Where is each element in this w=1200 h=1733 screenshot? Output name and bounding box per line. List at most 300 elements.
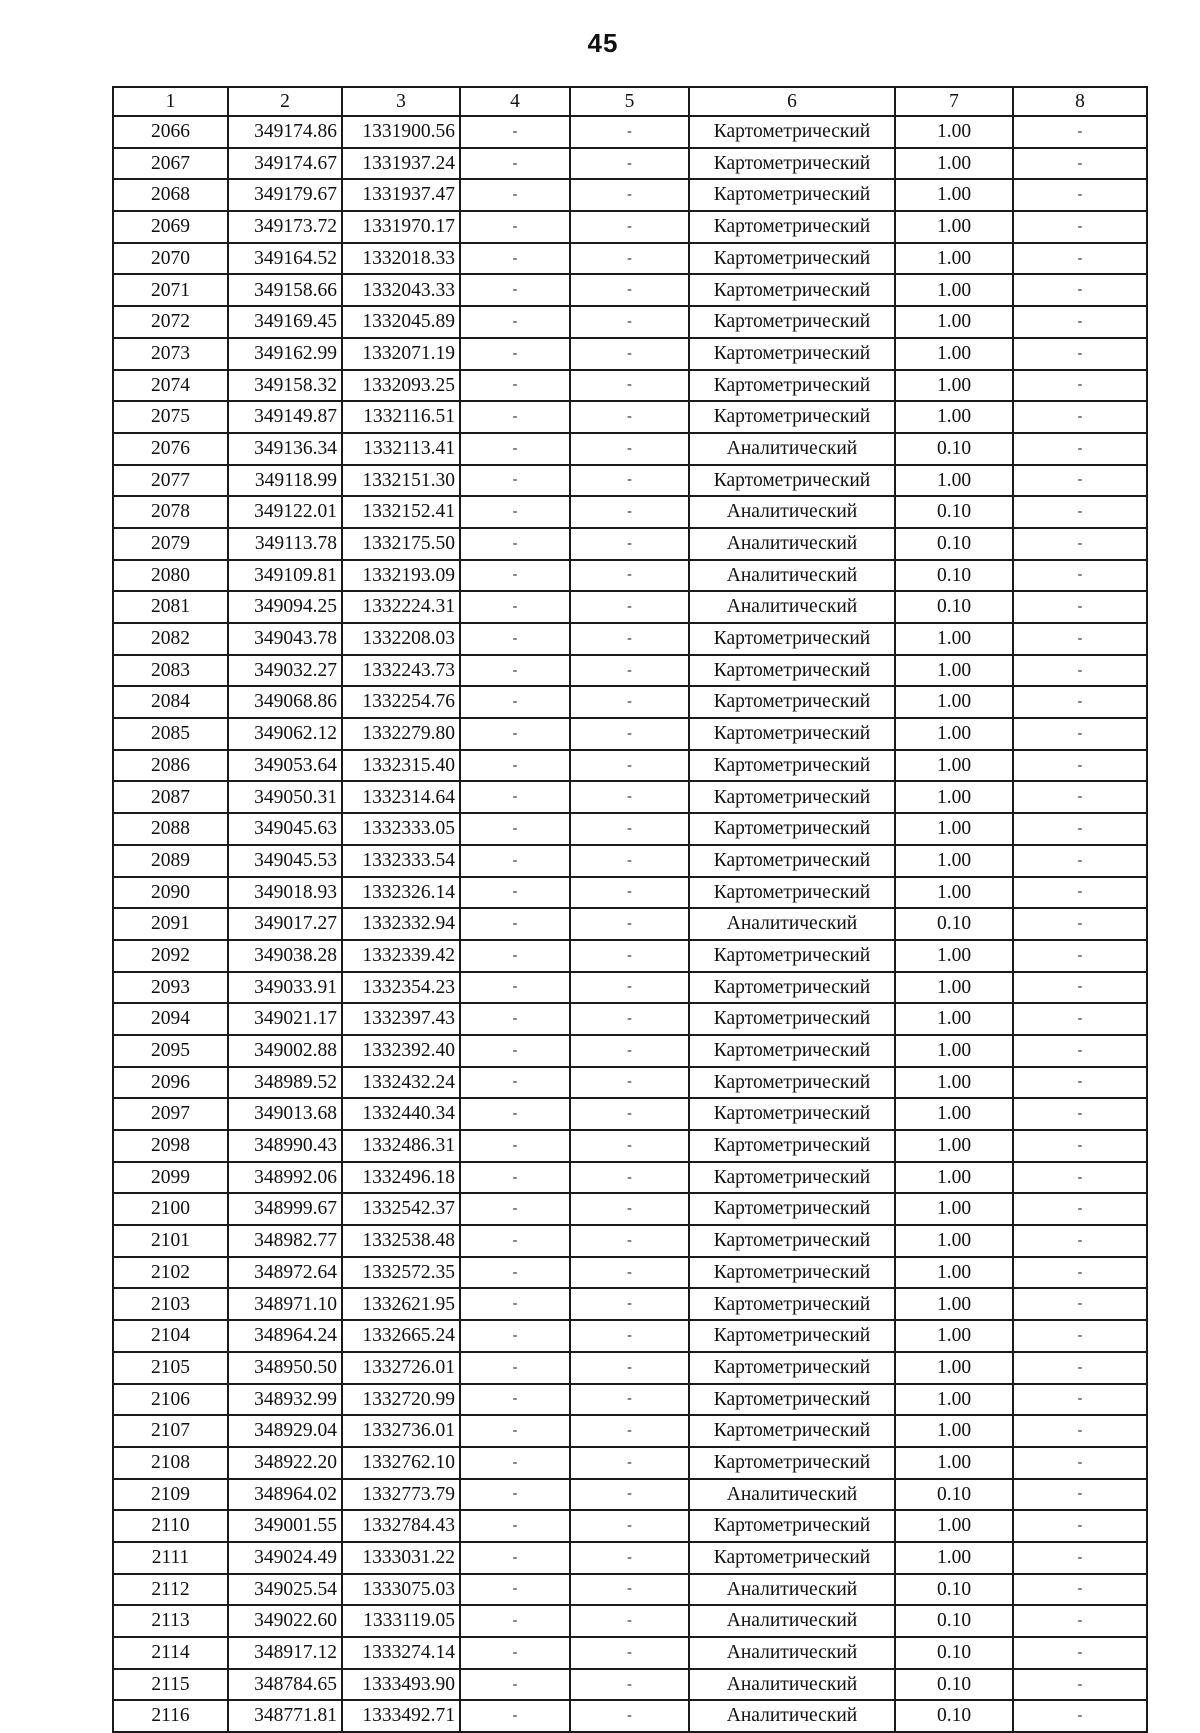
accuracy-cell: 1.00 [895, 1130, 1013, 1162]
x-coordinate-cell: 348989.52 [228, 1067, 342, 1099]
col5-value-cell: - [570, 1415, 689, 1447]
accuracy-cell: 1.00 [895, 1510, 1013, 1542]
col4-value-cell: - [460, 1415, 570, 1447]
point-number-cell: 2087 [113, 781, 228, 813]
col5-value-cell: - [570, 877, 689, 909]
y-coordinate-cell: 1332432.24 [342, 1067, 460, 1099]
x-coordinate-cell: 348964.02 [228, 1479, 342, 1511]
point-number-cell: 2111 [113, 1542, 228, 1574]
table-row [113, 338, 1147, 370]
x-coordinate-cell: 348990.43 [228, 1130, 342, 1162]
x-coordinate-cell: 349109.81 [228, 560, 342, 592]
col5-value-cell: - [570, 1162, 689, 1194]
method-cell: Картометрический [689, 1225, 895, 1257]
method-cell: Картометрический [689, 877, 895, 909]
x-coordinate-cell: 349018.93 [228, 877, 342, 909]
col5-value-cell: - [570, 1257, 689, 1289]
point-number-cell: 2094 [113, 1003, 228, 1035]
col5-value-cell: - [570, 211, 689, 243]
col4-value-cell: - [460, 433, 570, 465]
y-coordinate-cell: 1332784.43 [342, 1510, 460, 1542]
table-row [113, 877, 1147, 909]
y-coordinate-cell: 1332113.41 [342, 433, 460, 465]
accuracy-cell: 1.00 [895, 116, 1013, 148]
method-cell: Картометрический [689, 1067, 895, 1099]
col8-value-cell: - [1013, 433, 1147, 465]
col5-value-cell: - [570, 1067, 689, 1099]
method-cell: Картометрический [689, 1130, 895, 1162]
y-coordinate-cell: 1332193.09 [342, 560, 460, 592]
table-body [113, 116, 1147, 1732]
col8-value-cell: - [1013, 1384, 1147, 1416]
accuracy-cell: 1.00 [895, 211, 1013, 243]
x-coordinate-cell: 349002.88 [228, 1035, 342, 1067]
y-coordinate-cell: 1332773.79 [342, 1479, 460, 1511]
point-number-cell: 2083 [113, 655, 228, 687]
point-number-cell: 2078 [113, 496, 228, 528]
col8-value-cell: - [1013, 528, 1147, 560]
col5-value-cell: - [570, 1098, 689, 1130]
method-cell: Аналитический [689, 1479, 895, 1511]
y-coordinate-cell: 1332224.31 [342, 591, 460, 623]
point-number-cell: 2072 [113, 306, 228, 338]
y-coordinate-cell: 1332440.34 [342, 1098, 460, 1130]
accuracy-cell: 1.00 [895, 655, 1013, 687]
x-coordinate-cell: 349021.17 [228, 1003, 342, 1035]
point-number-cell: 2089 [113, 845, 228, 877]
y-coordinate-cell: 1333493.90 [342, 1669, 460, 1701]
accuracy-cell: 1.00 [895, 845, 1013, 877]
table-row [113, 211, 1147, 243]
col4-value-cell: - [460, 1479, 570, 1511]
table-row [113, 433, 1147, 465]
col4-value-cell: - [460, 1193, 570, 1225]
point-number-cell: 2112 [113, 1574, 228, 1606]
col4-value-cell: - [460, 306, 570, 338]
point-number-cell: 2079 [113, 528, 228, 560]
table-row [113, 1637, 1147, 1669]
accuracy-cell: 1.00 [895, 243, 1013, 275]
col5-value-cell: - [570, 781, 689, 813]
coordinates-table [112, 86, 1148, 1733]
method-cell: Картометрический [689, 1162, 895, 1194]
table-row [113, 1700, 1147, 1732]
table-row [113, 1257, 1147, 1289]
col8-value-cell: - [1013, 1098, 1147, 1130]
accuracy-cell: 1.00 [895, 274, 1013, 306]
col4-value-cell: - [460, 591, 570, 623]
col8-value-cell: - [1013, 211, 1147, 243]
col8-value-cell: - [1013, 1700, 1147, 1732]
col5-value-cell: - [570, 465, 689, 497]
col5-value-cell: - [570, 1288, 689, 1320]
method-cell: Картометрический [689, 940, 895, 972]
col8-value-cell: - [1013, 1574, 1147, 1606]
col4-value-cell: - [460, 1225, 570, 1257]
col5-value-cell: - [570, 1320, 689, 1352]
method-cell: Картометрический [689, 1098, 895, 1130]
accuracy-cell: 0.10 [895, 1637, 1013, 1669]
x-coordinate-cell: 349169.45 [228, 306, 342, 338]
col4-value-cell: - [460, 401, 570, 433]
col5-value-cell: - [570, 655, 689, 687]
table-row [113, 116, 1147, 148]
x-coordinate-cell: 349068.86 [228, 686, 342, 718]
col8-value-cell: - [1013, 1605, 1147, 1637]
accuracy-cell: 1.00 [895, 1415, 1013, 1447]
y-coordinate-cell: 1332326.14 [342, 877, 460, 909]
point-number-cell: 2068 [113, 179, 228, 211]
table-row [113, 1098, 1147, 1130]
x-coordinate-cell: 349122.01 [228, 496, 342, 528]
table-row [113, 908, 1147, 940]
x-coordinate-cell: 348982.77 [228, 1225, 342, 1257]
accuracy-cell: 0.10 [895, 591, 1013, 623]
col5-value-cell: - [570, 1193, 689, 1225]
col8-value-cell: - [1013, 1320, 1147, 1352]
col5-value-cell: - [570, 1225, 689, 1257]
point-number-cell: 2067 [113, 148, 228, 180]
x-coordinate-cell: 349017.27 [228, 908, 342, 940]
col4-value-cell: - [460, 1067, 570, 1099]
y-coordinate-cell: 1332354.23 [342, 972, 460, 1004]
col4-value-cell: - [460, 1130, 570, 1162]
x-coordinate-cell: 349033.91 [228, 972, 342, 1004]
col4-value-cell: - [460, 465, 570, 497]
method-cell: Аналитический [689, 433, 895, 465]
col8-value-cell: - [1013, 686, 1147, 718]
accuracy-cell: 1.00 [895, 1320, 1013, 1352]
point-number-cell: 2109 [113, 1479, 228, 1511]
col4-value-cell: - [460, 1384, 570, 1416]
col4-value-cell: - [460, 1637, 570, 1669]
table-row [113, 306, 1147, 338]
col5-value-cell: - [570, 274, 689, 306]
x-coordinate-cell: 349025.54 [228, 1574, 342, 1606]
y-coordinate-cell: 1332332.94 [342, 908, 460, 940]
accuracy-cell: 1.00 [895, 877, 1013, 909]
col8-value-cell: - [1013, 1479, 1147, 1511]
col5-value-cell: - [570, 1574, 689, 1606]
table-row [113, 370, 1147, 402]
table-row [113, 1542, 1147, 1574]
method-cell: Картометрический [689, 1510, 895, 1542]
col4-value-cell: - [460, 1447, 570, 1479]
col4-value-cell: - [460, 1352, 570, 1384]
point-number-cell: 2082 [113, 623, 228, 655]
table-row [113, 1510, 1147, 1542]
x-coordinate-cell: 349149.87 [228, 401, 342, 433]
point-number-cell: 2097 [113, 1098, 228, 1130]
col4-value-cell: - [460, 211, 570, 243]
table-row [113, 1035, 1147, 1067]
y-coordinate-cell: 1332208.03 [342, 623, 460, 655]
y-coordinate-cell: 1332726.01 [342, 1352, 460, 1384]
col8-value-cell: - [1013, 338, 1147, 370]
table-row [113, 750, 1147, 782]
x-coordinate-cell: 349045.63 [228, 813, 342, 845]
method-cell: Картометрический [689, 370, 895, 402]
col5-value-cell: - [570, 1542, 689, 1574]
x-coordinate-cell: 349022.60 [228, 1605, 342, 1637]
method-cell: Картометрический [689, 1035, 895, 1067]
method-cell: Картометрический [689, 401, 895, 433]
table-row [113, 274, 1147, 306]
accuracy-cell: 1.00 [895, 1003, 1013, 1035]
col5-value-cell: - [570, 433, 689, 465]
y-coordinate-cell: 1331937.47 [342, 179, 460, 211]
x-coordinate-cell: 349173.72 [228, 211, 342, 243]
x-coordinate-cell: 349043.78 [228, 623, 342, 655]
table-row [113, 940, 1147, 972]
y-coordinate-cell: 1333119.05 [342, 1605, 460, 1637]
method-cell: Аналитический [689, 1605, 895, 1637]
method-cell: Картометрический [689, 465, 895, 497]
y-coordinate-cell: 1332339.42 [342, 940, 460, 972]
y-coordinate-cell: 1333274.14 [342, 1637, 460, 1669]
x-coordinate-cell: 348929.04 [228, 1415, 342, 1447]
col4-value-cell: - [460, 148, 570, 180]
point-number-cell: 2090 [113, 877, 228, 909]
col4-value-cell: - [460, 528, 570, 560]
col8-value-cell: - [1013, 781, 1147, 813]
method-cell: Аналитический [689, 1700, 895, 1732]
y-coordinate-cell: 1332621.95 [342, 1288, 460, 1320]
x-coordinate-cell: 348999.67 [228, 1193, 342, 1225]
x-coordinate-cell: 349158.32 [228, 370, 342, 402]
col4-value-cell: - [460, 1162, 570, 1194]
y-coordinate-cell: 1332333.05 [342, 813, 460, 845]
point-number-cell: 2096 [113, 1067, 228, 1099]
accuracy-cell: 1.00 [895, 940, 1013, 972]
col5-value-cell: - [570, 528, 689, 560]
col5-value-cell: - [570, 686, 689, 718]
table-row [113, 179, 1147, 211]
col5-value-cell: - [570, 560, 689, 592]
table-row [113, 1288, 1147, 1320]
x-coordinate-cell: 348922.20 [228, 1447, 342, 1479]
table-row [113, 1479, 1147, 1511]
col8-value-cell: - [1013, 465, 1147, 497]
col4-value-cell: - [460, 718, 570, 750]
point-number-cell: 2081 [113, 591, 228, 623]
x-coordinate-cell: 348784.65 [228, 1669, 342, 1701]
column-header: 3 [342, 87, 460, 116]
point-number-cell: 2066 [113, 116, 228, 148]
col4-value-cell: - [460, 1035, 570, 1067]
col8-value-cell: - [1013, 845, 1147, 877]
col8-value-cell: - [1013, 560, 1147, 592]
col8-value-cell: - [1013, 718, 1147, 750]
column-header: 8 [1013, 87, 1147, 116]
point-number-cell: 2086 [113, 750, 228, 782]
y-coordinate-cell: 1332720.99 [342, 1384, 460, 1416]
y-coordinate-cell: 1332392.40 [342, 1035, 460, 1067]
x-coordinate-cell: 349038.28 [228, 940, 342, 972]
column-header: 7 [895, 87, 1013, 116]
method-cell: Аналитический [689, 1637, 895, 1669]
accuracy-cell: 0.10 [895, 1605, 1013, 1637]
x-coordinate-cell: 349113.78 [228, 528, 342, 560]
point-number-cell: 2102 [113, 1257, 228, 1289]
col4-value-cell: - [460, 781, 570, 813]
method-cell: Картометрический [689, 1447, 895, 1479]
y-coordinate-cell: 1332538.48 [342, 1225, 460, 1257]
table-row [113, 972, 1147, 1004]
col8-value-cell: - [1013, 1542, 1147, 1574]
accuracy-cell: 0.10 [895, 560, 1013, 592]
method-cell: Картометрический [689, 718, 895, 750]
accuracy-cell: 0.10 [895, 433, 1013, 465]
col4-value-cell: - [460, 1700, 570, 1732]
y-coordinate-cell: 1332542.37 [342, 1193, 460, 1225]
accuracy-cell: 1.00 [895, 1288, 1013, 1320]
point-number-cell: 2110 [113, 1510, 228, 1542]
method-cell: Аналитический [689, 1669, 895, 1701]
method-cell: Аналитический [689, 908, 895, 940]
col4-value-cell: - [460, 1288, 570, 1320]
point-number-cell: 2103 [113, 1288, 228, 1320]
point-number-cell: 2076 [113, 433, 228, 465]
x-coordinate-cell: 348972.64 [228, 1257, 342, 1289]
point-number-cell: 2069 [113, 211, 228, 243]
y-coordinate-cell: 1332018.33 [342, 243, 460, 275]
page-number: 45 [587, 28, 619, 58]
col4-value-cell: - [460, 1320, 570, 1352]
col8-value-cell: - [1013, 1669, 1147, 1701]
col8-value-cell: - [1013, 1288, 1147, 1320]
col5-value-cell: - [570, 940, 689, 972]
method-cell: Аналитический [689, 1574, 895, 1606]
col8-value-cell: - [1013, 750, 1147, 782]
accuracy-cell: 1.00 [895, 750, 1013, 782]
method-cell: Картометрический [689, 338, 895, 370]
table-row [113, 1130, 1147, 1162]
table-row [113, 1384, 1147, 1416]
y-coordinate-cell: 1332045.89 [342, 306, 460, 338]
point-number-cell: 2116 [113, 1700, 228, 1732]
table-row [113, 401, 1147, 433]
method-cell: Картометрический [689, 1542, 895, 1574]
col4-value-cell: - [460, 243, 570, 275]
col8-value-cell: - [1013, 591, 1147, 623]
col8-value-cell: - [1013, 243, 1147, 275]
col8-value-cell: - [1013, 908, 1147, 940]
method-cell: Картометрический [689, 243, 895, 275]
point-number-cell: 2088 [113, 813, 228, 845]
point-number-cell: 2107 [113, 1415, 228, 1447]
col8-value-cell: - [1013, 940, 1147, 972]
col4-value-cell: - [460, 623, 570, 655]
accuracy-cell: 1.00 [895, 338, 1013, 370]
x-coordinate-cell: 348992.06 [228, 1162, 342, 1194]
method-cell: Картометрический [689, 179, 895, 211]
accuracy-cell: 1.00 [895, 1067, 1013, 1099]
point-number-cell: 2080 [113, 560, 228, 592]
point-number-cell: 2092 [113, 940, 228, 972]
point-number-cell: 2084 [113, 686, 228, 718]
accuracy-cell: 1.00 [895, 1162, 1013, 1194]
accuracy-cell: 0.10 [895, 1700, 1013, 1732]
method-cell: Картометрический [689, 116, 895, 148]
accuracy-cell: 0.10 [895, 528, 1013, 560]
table-row [113, 1447, 1147, 1479]
y-coordinate-cell: 1333492.71 [342, 1700, 460, 1732]
col4-value-cell: - [460, 1003, 570, 1035]
y-coordinate-cell: 1332397.43 [342, 1003, 460, 1035]
col8-value-cell: - [1013, 179, 1147, 211]
point-number-cell: 2104 [113, 1320, 228, 1352]
method-cell: Картометрический [689, 813, 895, 845]
accuracy-cell: 1.00 [895, 1035, 1013, 1067]
col8-value-cell: - [1013, 1510, 1147, 1542]
table-row [113, 1605, 1147, 1637]
y-coordinate-cell: 1332151.30 [342, 465, 460, 497]
table-row [113, 655, 1147, 687]
accuracy-cell: 1.00 [895, 1542, 1013, 1574]
col4-value-cell: - [460, 1669, 570, 1701]
point-number-cell: 2099 [113, 1162, 228, 1194]
x-coordinate-cell: 348964.24 [228, 1320, 342, 1352]
col8-value-cell: - [1013, 306, 1147, 338]
x-coordinate-cell: 349162.99 [228, 338, 342, 370]
table-row [113, 591, 1147, 623]
point-number-cell: 2070 [113, 243, 228, 275]
col8-value-cell: - [1013, 1162, 1147, 1194]
y-coordinate-cell: 1332572.35 [342, 1257, 460, 1289]
col4-value-cell: - [460, 338, 570, 370]
col4-value-cell: - [460, 116, 570, 148]
accuracy-cell: 1.00 [895, 306, 1013, 338]
col4-value-cell: - [460, 813, 570, 845]
y-coordinate-cell: 1332071.19 [342, 338, 460, 370]
y-coordinate-cell: 1332093.25 [342, 370, 460, 402]
col5-value-cell: - [570, 1447, 689, 1479]
accuracy-cell: 0.10 [895, 1669, 1013, 1701]
x-coordinate-cell: 349118.99 [228, 465, 342, 497]
x-coordinate-cell: 349174.67 [228, 148, 342, 180]
method-cell: Картометрический [689, 845, 895, 877]
x-coordinate-cell: 349174.86 [228, 116, 342, 148]
point-number-cell: 2074 [113, 370, 228, 402]
col5-value-cell: - [570, 1510, 689, 1542]
col8-value-cell: - [1013, 274, 1147, 306]
method-cell: Картометрический [689, 972, 895, 1004]
point-number-cell: 2098 [113, 1130, 228, 1162]
accuracy-cell: 1.00 [895, 401, 1013, 433]
col5-value-cell: - [570, 243, 689, 275]
y-coordinate-cell: 1332175.50 [342, 528, 460, 560]
table-row [113, 1574, 1147, 1606]
col5-value-cell: - [570, 148, 689, 180]
col8-value-cell: - [1013, 1637, 1147, 1669]
x-coordinate-cell: 349045.53 [228, 845, 342, 877]
x-coordinate-cell: 349179.67 [228, 179, 342, 211]
point-number-cell: 2113 [113, 1605, 228, 1637]
method-cell: Аналитический [689, 591, 895, 623]
accuracy-cell: 0.10 [895, 908, 1013, 940]
method-cell: Картометрический [689, 655, 895, 687]
table-row [113, 1320, 1147, 1352]
x-coordinate-cell: 348771.81 [228, 1700, 342, 1732]
col4-value-cell: - [460, 908, 570, 940]
method-cell: Картометрический [689, 781, 895, 813]
col5-value-cell: - [570, 1003, 689, 1035]
col4-value-cell: - [460, 940, 570, 972]
point-number-cell: 2114 [113, 1637, 228, 1669]
point-number-cell: 2093 [113, 972, 228, 1004]
col8-value-cell: - [1013, 1225, 1147, 1257]
